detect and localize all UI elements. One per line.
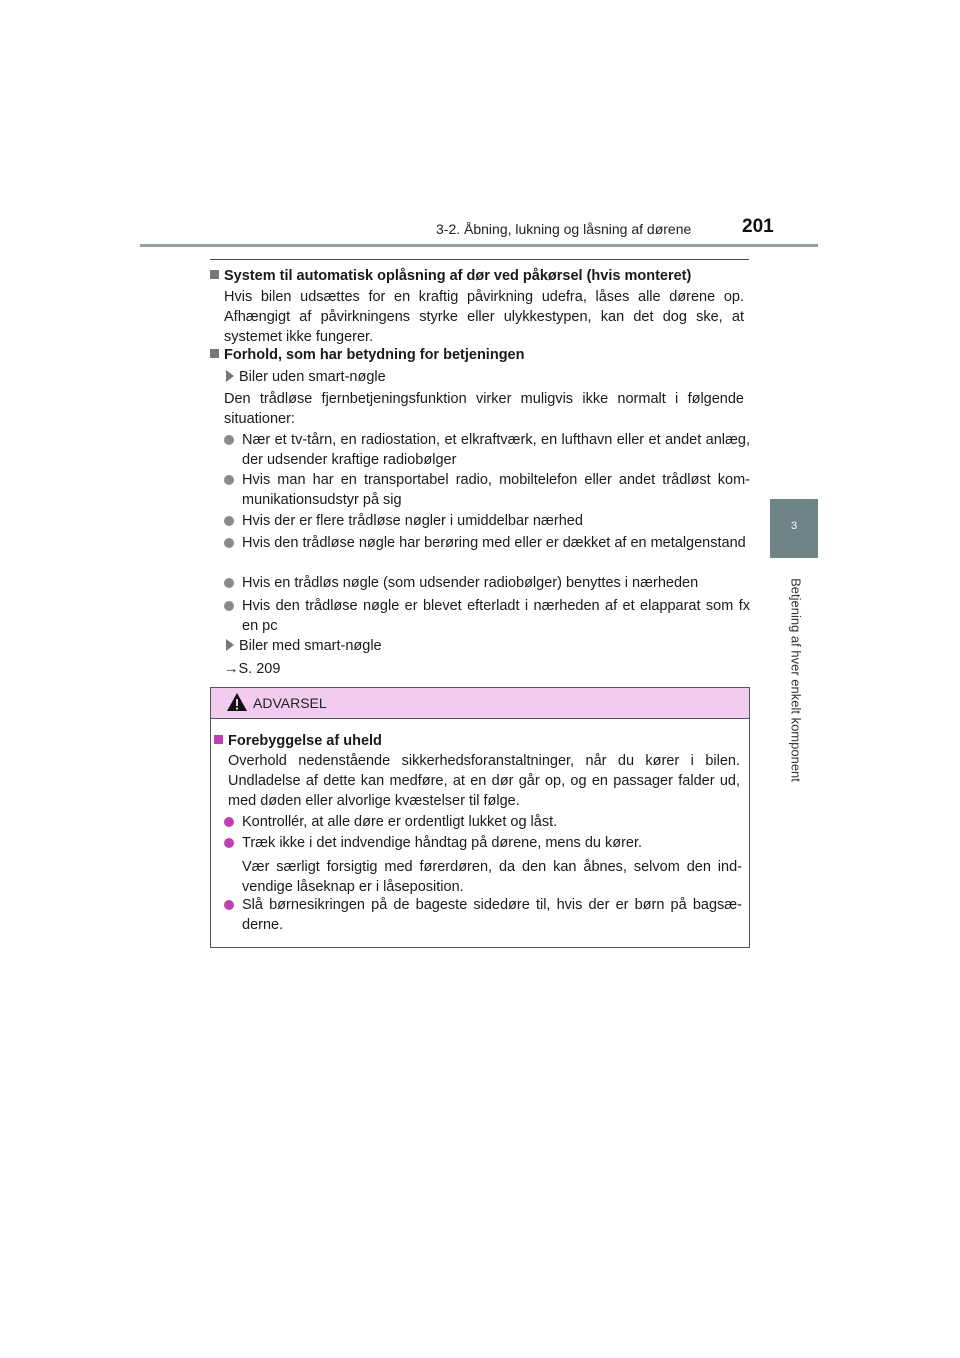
warning-body: Overhold nedenstående sikkerhedsforanstaltninger, når du kører i bilen. Undladelse af dette kan medføre, at en dør går op, og en passager falder ud, med døden eller alvorlige kvæstelser til følge. [228, 753, 740, 809]
chapter-number: 3 [790, 520, 798, 532]
section2-intro: Den trådløse fjernbetjeningsfunktion virker muligvis ikke normalt i følgende situationer: [224, 391, 744, 427]
header-rule [140, 244, 818, 247]
list-item-text: Hvis den trådløse nøgle er blevet efterladt i nærheden af et elapparat som fx en pc [242, 598, 750, 634]
list-item [224, 511, 750, 531]
content-rule [210, 259, 749, 260]
square-bullet-icon [210, 349, 219, 358]
square-bullet-icon [210, 270, 219, 279]
warning-list-item [224, 895, 742, 935]
list-item [224, 533, 750, 553]
list-item [224, 573, 750, 593]
list-item [224, 430, 750, 470]
list-item-text: Hvis en trådløs nøgle (som udsender radiobølger) benyttes i nærheden [242, 575, 699, 591]
section2-heading-text: Forhold, som har betydning for betjeningen [224, 347, 525, 363]
section1-heading [210, 266, 750, 286]
list-item [224, 596, 750, 636]
square-bullet-icon [214, 735, 223, 744]
warning-heading [214, 731, 734, 751]
list-item-text: Kontrollér, at alle døre er ordentligt lukket og låst. [242, 814, 558, 830]
bullet-dot-icon [224, 435, 234, 445]
chapter-label: Betjening af hver enkelt komponent [788, 578, 804, 782]
section2-heading [210, 345, 750, 365]
page-reference[interactable] [224, 659, 424, 679]
triangle-arrow-icon [226, 639, 234, 651]
triangle-arrow-icon [226, 370, 234, 382]
section1-body: Hvis bilen udsættes for en kraftig påvirkning udefra, låses alle dørene op. Afhængigt af påvirkningens styrke eller ulykkestypen, kan det dog ske, at systemet ikke fungerer. [224, 289, 744, 345]
warning-header [211, 688, 749, 719]
bullet-dot-icon [224, 838, 234, 848]
warning-list-item [224, 812, 742, 832]
section1-heading-text: System til automatisk oplåsning af dør ved påkørsel (hvis monteret) [224, 268, 692, 284]
subheading-no-smart-key-text: Biler uden smart-nøgle [239, 369, 386, 385]
warning-note: Vær særligt forsigtig med førerdøren, da den kan åbnes, selvom den indvendige låseknap er i låseposition. [242, 859, 742, 895]
warning-triangle-icon [226, 692, 248, 712]
subheading-no-smart-key [226, 367, 746, 387]
warning-title: ADVARSEL [253, 695, 327, 711]
section-header: 3-2. Åbning, lukning og låsning af dørene [436, 221, 692, 237]
page-number: 201 [742, 216, 774, 237]
bullet-dot-icon [224, 578, 234, 588]
warning-heading-text: Forebyggelse af uheld [228, 733, 382, 749]
list-item-text: Nær et tv-tårn, en radiostation, et elkraftværk, en lufthavn eller et andet anlæg, der udsender kraftige radiobølger [242, 432, 750, 468]
list-item-text: Hvis man har en transportabel radio, mobiltelefon eller andet trådløst kommunikationsudstyr på sig [242, 472, 750, 508]
list-item-text: Hvis den trådløse nøgle har berøring med eller er dækket af en metalgenstand [242, 535, 746, 551]
bullet-dot-icon [224, 516, 234, 526]
list-item-text: Træk ikke i det indvendige håndtag på dørene, mens du kører. [242, 835, 643, 851]
page-reference-text: S. 209 [238, 661, 281, 677]
bullet-dot-icon [224, 817, 234, 827]
arrow-right-icon: → [224, 661, 239, 677]
list-item [224, 470, 750, 510]
bullet-dot-icon [224, 475, 234, 485]
list-item-text: Slå børnesikringen på de bageste sidedøre til, hvis der er børn på bagsæderne. [242, 897, 742, 933]
bullet-dot-icon [224, 538, 234, 548]
list-item-text: Hvis der er flere trådløse nøgler i umiddelbar nærhed [242, 513, 583, 529]
subheading-smart-key-text: Biler med smart-nøgle [239, 638, 382, 654]
bullet-dot-icon [224, 900, 234, 910]
bullet-dot-icon [224, 601, 234, 611]
chapter-tab [770, 499, 818, 558]
subheading-smart-key [226, 636, 746, 656]
warning-list-item [224, 833, 742, 853]
